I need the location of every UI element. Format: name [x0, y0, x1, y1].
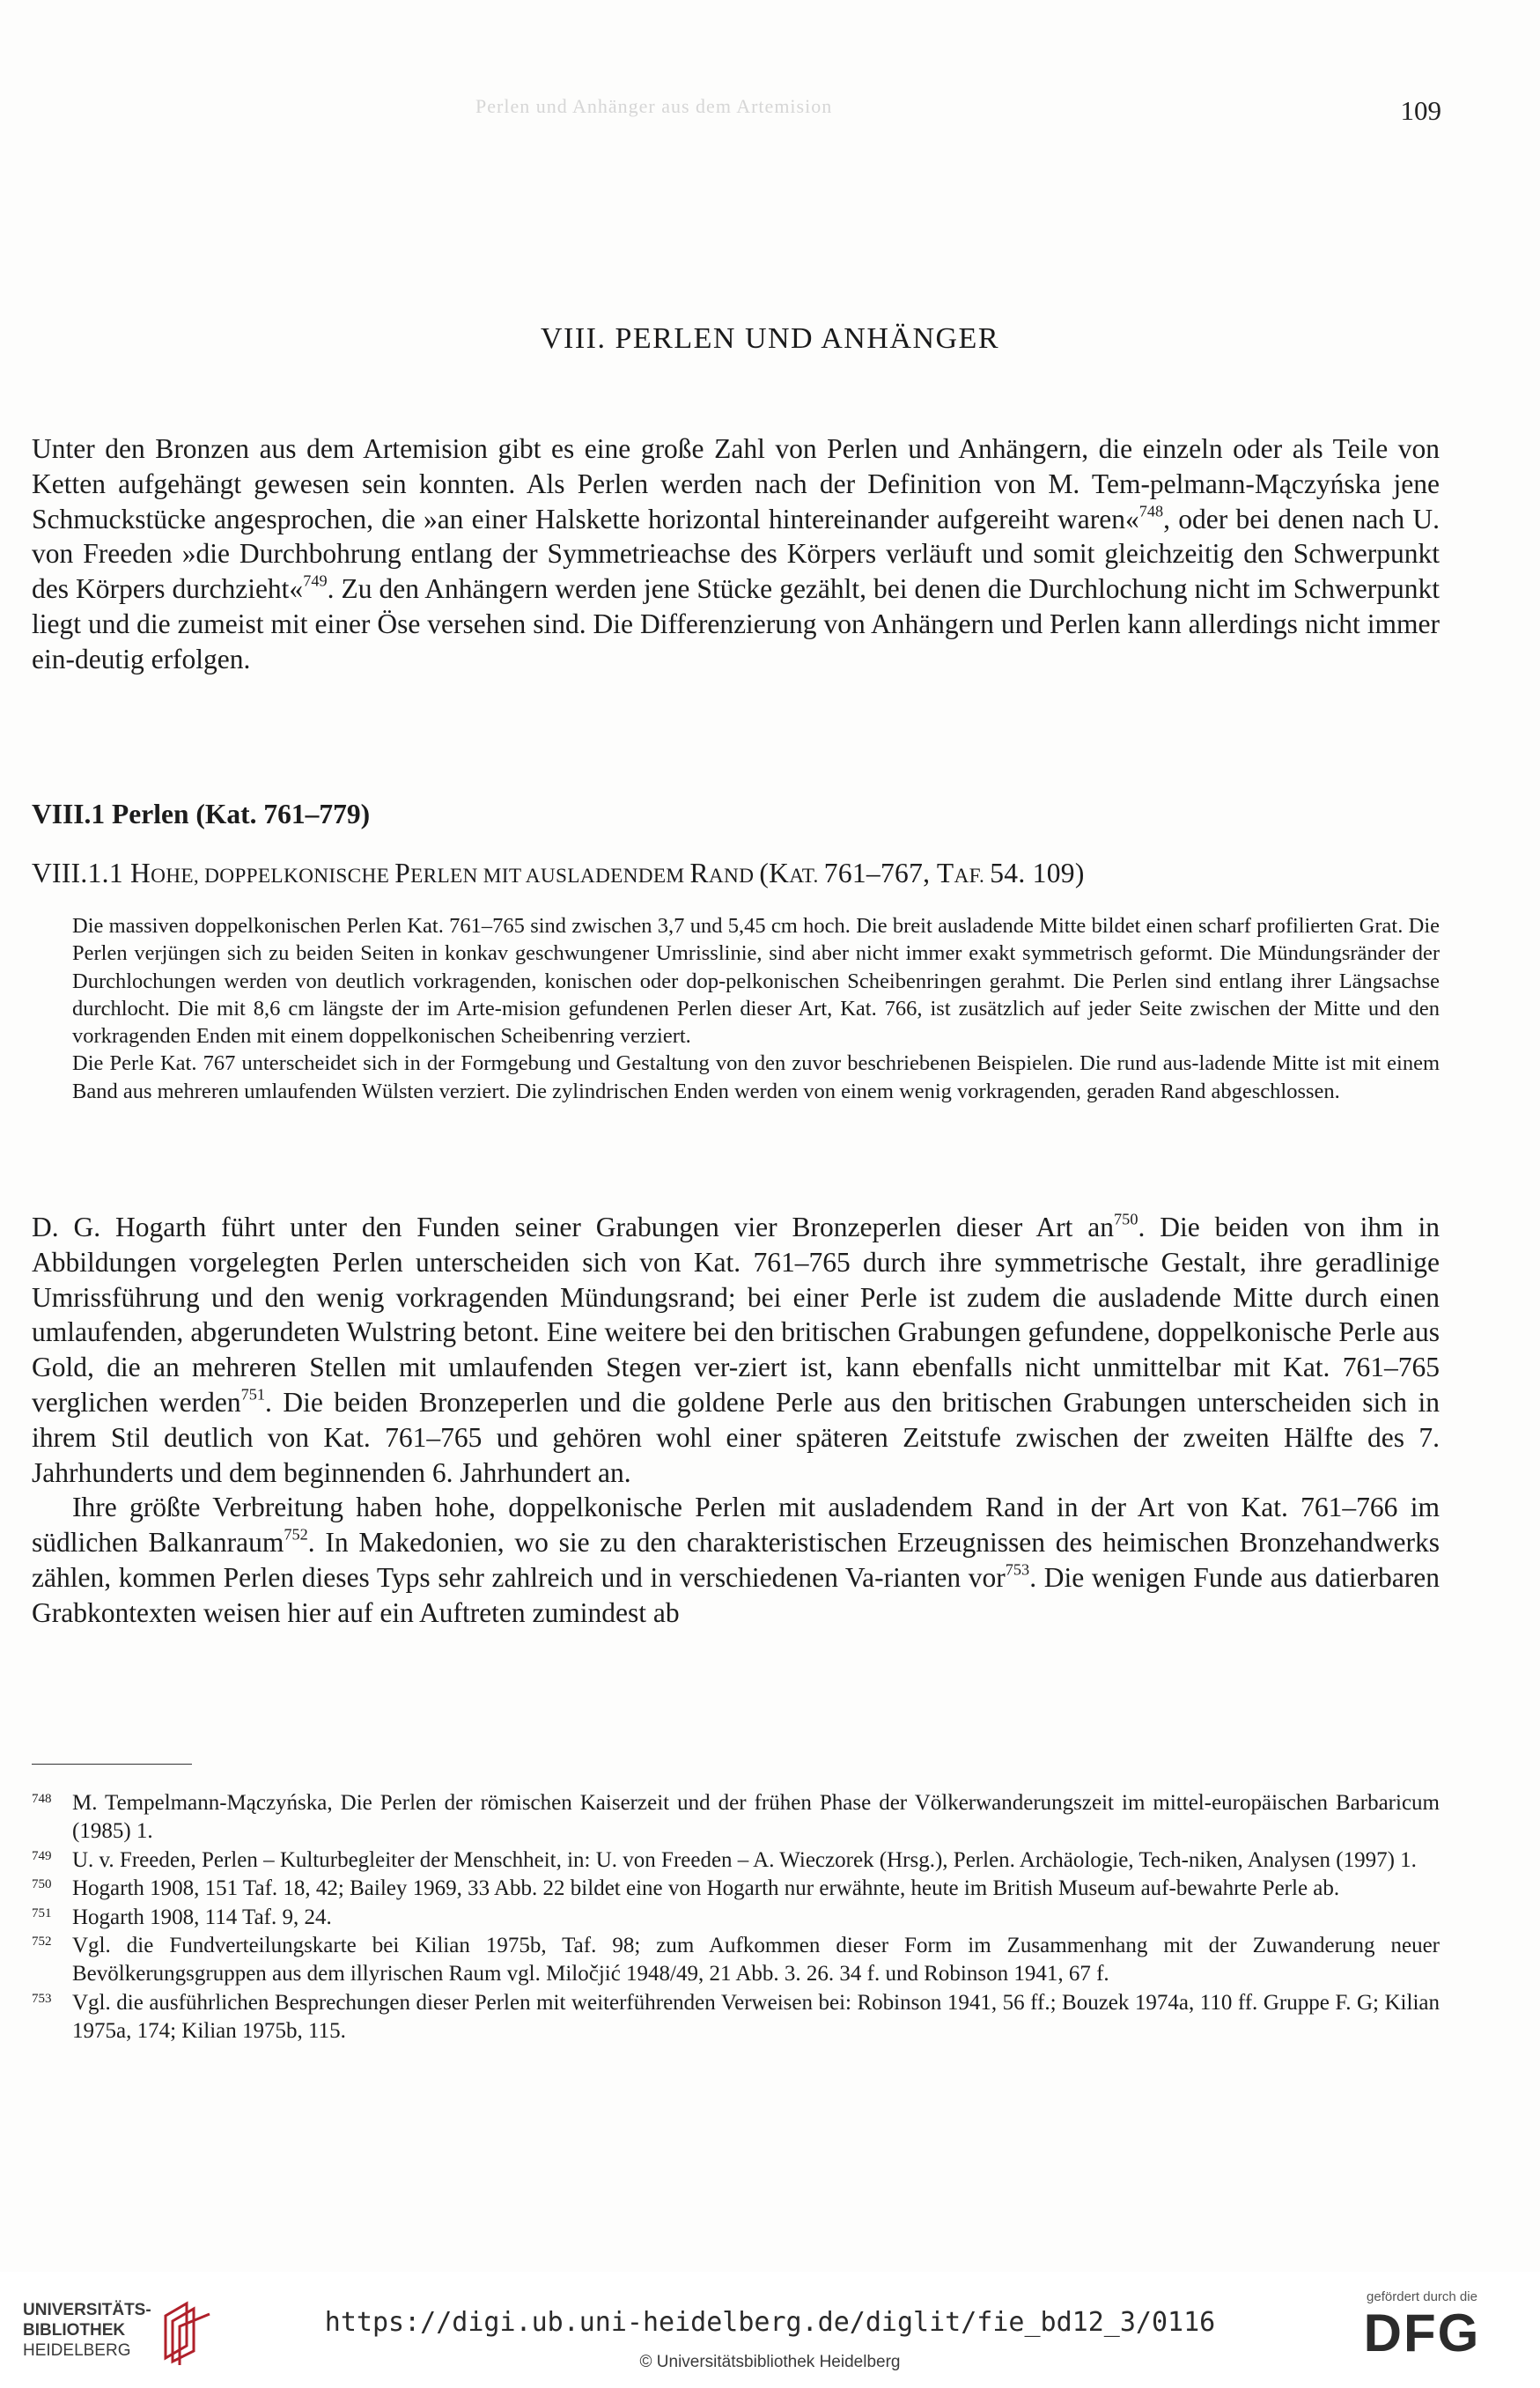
paragraph-text: . In Makedonien, wo sie zu den charakteristischen Erzeugnissen des heimischen Bronzehandwerks zählen, kommen Perlen dieses Typs sehr zahlreich und in verschiedenen Va-rianten vor — [32, 1527, 1440, 1593]
subsection-text: 761–767, T — [823, 858, 954, 888]
footnote — [32, 1789, 1440, 1846]
subsection-text: 54. 109) — [990, 858, 1085, 888]
subsection-text: P — [394, 858, 411, 888]
footnote-text: U. v. Freeden, Perlen – Kulturbegleiter der Menschheit, in: U. von Freeden – A. Wieczorek (Hrsg.), Perlen. Archäologie, Tech-niken, Analysen (1997) 1. — [72, 1847, 1417, 1872]
footnote-text: M. Tempelmann-Mączyńska, Die Perlen der römischen Kaiserzeit und der frühen Phase der Völkerwanderungszeit im mittel-europäischen Barbaricum (1985) 1. — [72, 1791, 1440, 1844]
subsection-heading — [32, 858, 1085, 889]
footnote-ref[interactable]: 750 — [1114, 1210, 1138, 1228]
digitization-footer — [0, 2272, 1540, 2388]
subsection-text: AND — [708, 865, 760, 888]
footnote-number: 751 — [32, 1905, 52, 1920]
bleed-through-running-header: Perlen und Anhänger aus dem Artemision — [475, 95, 833, 117]
intro-paragraph-block — [32, 431, 1440, 677]
footnote-ref[interactable]: 753 — [1005, 1560, 1030, 1579]
footnote-text: Hogarth 1908, 114 Taf. 9, 24. — [72, 1905, 332, 1929]
footnote-number: 748 — [32, 1792, 52, 1806]
intro-paragraph — [32, 431, 1440, 677]
footnote-number: 752 — [32, 1935, 52, 1949]
subsection-text: AT. — [789, 865, 824, 888]
balkan-paragraph — [32, 1490, 1440, 1630]
subsection-text: H — [130, 858, 151, 888]
footnote — [32, 1904, 1440, 1932]
main-text-block — [32, 1210, 1440, 1631]
library-name-line: BIBLIOTHEK — [23, 2321, 126, 2340]
subsection-text: AF. — [954, 865, 991, 888]
paragraph-text: . Die wenigen Funde aus datierbaren Grabkontexten weisen hier auf ein Auftreten zumindest ab — [32, 1561, 1441, 1628]
intro-text-c: . Zu den Anhängern werden jene Stücke gezählt, bei denen die Durchlochung nicht im Schwerpunkt liegt und die zumeist mit einer Öse versehen sind. Die Differenzierung von Anhängern und Perlen kann allerdings nicht immer ein-deutig erfolgen. — [32, 573, 1440, 674]
chapter-title: VIII. PERLEN UND ANHÄNGER — [540, 322, 1000, 355]
catalog-description — [72, 912, 1440, 1105]
footnote-text: Vgl. die Fundverteilungskarte bei Kilian 1975b, Taf. 98; zum Aufkommen dieser Form im Zusammenhang mit der Zuwanderung neuer Bevölkerungsgruppen aus dem illyrischen Raum vgl. Miločjić 1948/49, 21 Abb. 3. 26. 34 f. und Robinson 1941, 67 f. — [72, 1934, 1440, 1986]
footnote-ref[interactable]: 752 — [284, 1525, 308, 1544]
section-heading: VIII.1 Perlen (Kat. 761–779) — [32, 799, 371, 829]
description-paragraph: Die Perle Kat. 767 unterscheidet sich in der Formgebung und Gestaltung von den zuvor beschriebenen Beispielen. Die rund aus-ladende Mitte ist mit einem Band aus mehreren umlaufenden Wülsten verziert. Die zylindrischen Enden werden von einem wenig vorkragenden, geraden Rand abgeschlossen. — [72, 1051, 1440, 1103]
intro-text-b: , oder bei denen nach U. von Freeden »die Durchbohrung entlang der Symmetrieachse des Körpers verläuft und somit gleichzeitig den Schwerpunkt des Körpers durchzieht« — [32, 503, 1440, 605]
footnote — [32, 1846, 1440, 1875]
permalink-url[interactable]: https://digi.ub.uni-heidelberg.de/diglit/fie_bd12_3/0116 — [324, 2307, 1216, 2338]
hogarth-paragraph — [32, 1210, 1440, 1490]
footnote — [32, 1875, 1440, 1903]
subsection-text: ERLEN MIT AUSLADENDEM — [410, 865, 690, 888]
description-paragraph: Die massiven doppelkonischen Perlen Kat. 761–765 sind zwischen 3,7 und 5,45 cm hoch. Die breit ausladende Mitte bildet einen scharf profilierten Grat. Die Perlen verjüngen sich zu beiden Seiten in konkav geschwungener Umrisslinie, sind aber nicht immer exakt symmetrisch geformt. Die Mündungsränder der Durchlochungen werden von deutlich vorkragenden, konischen oder dop-pelkonischen Scheibenringen gerahmt. Die Perlen sind entlang ihrer Längsachse durchlocht. Die mit 8,6 cm längste der im Arte-mision gefundenen Perlen dieser Art, Kat. 766, ist zusätzlich auf jeder Seite zwischen der Mitte und den vorkragenden Enden mit einem doppelkonischen Scheibenring verziert. — [72, 914, 1440, 1049]
footnote-ref[interactable]: 751 — [240, 1385, 265, 1404]
footnote — [32, 1989, 1440, 2046]
footnote-text: Vgl. die ausführlichen Besprechungen dieser Perlen mit weiterführenden Verweisen bei: Robinson 1941, 56 ff.; Bouzek 1974a, 110 ff. Gruppe F. G; Kilian 1975a, 174; Kilian 1975b, 115. — [72, 1990, 1440, 2044]
subsection-text: (K — [759, 858, 790, 888]
paragraph-text: . Die beiden Bronzeperlen und die goldene Perle aus den britischen Grabungen unterscheiden sich in ihrem Stil deutlich von Kat. 761–765 und gehören wohl einer späteren Zeitstufe zwischen der zweiten Hälfte des 7. Jahrhunderts und dem beginnenden 6. Jahrhundert an. — [32, 1386, 1440, 1488]
dfg-funding-logo[interactable] — [1334, 2289, 1510, 2374]
paragraph-text: . Die beiden von ihm in Abbildungen vorgelegten Perlen unterscheiden sich von Kat. 761–765 durch ihre symmetrische Gestalt, ihre geradlinige Umrissführung und den wenig vorkragenden Mündungsrand; bei einer Perle ist zudem die ausladende Mitte durch einen umlaufenden, abgerundeten Wulstring betont. Eine weitere bei den britischen Grabungen gefundene, doppelkonische Perle aus Gold, die an mehreren Stellen mit umlaufenden Stegen ver-ziert ist, kann ebenfalls nicht unmittelbar mit Kat. 761–765 verglichen werden — [32, 1212, 1441, 1418]
subsection-number: VIII.1.1 — [32, 858, 131, 888]
paragraph-text: D. G. Hogarth führt unter den Funden seiner Grabungen vier Bronzeperlen dieser Art an — [32, 1212, 1115, 1242]
library-name-line: UNIVERSITÄTS- — [23, 2301, 151, 2319]
intro-text-a: Unter den Bronzen aus dem Artemision gibt es eine große Zahl von Perlen und Anhängern, die einzeln oder als Teile von Ketten aufgehängt gewesen sein konnten. Als Perlen werden nach der Definition von M. Tem-pelmann-Mączyńska jene Schmuckstücke angesprochen, die »an einer Halskette horizontal hintereinander aufgereiht waren« — [32, 433, 1440, 534]
footnote-number: 753 — [32, 1991, 52, 2006]
copyright-notice: © Universitätsbibliothek Heidelberg — [639, 2353, 901, 2371]
paragraph-text: Ihre größte Verbreitung haben hohe, doppelkonische Perlen mit ausladendem Rand in der Art von Kat. 761–766 im südlichen Balkanraum — [32, 1492, 1440, 1559]
footnote-text: Hogarth 1908, 151 Taf. 18, 42; Bailey 1969, 33 Abb. 22 bildet eine von Hogarth nur erwähnte, heute im British Museum auf-bewahrte Perle ab. — [72, 1876, 1340, 1901]
page-number: 109 — [1400, 95, 1441, 126]
footnote-divider — [32, 1764, 192, 1765]
footnote-ref[interactable]: 749 — [303, 571, 328, 590]
footnote-number: 749 — [32, 1848, 52, 1863]
dfg-funding-note: gefördert durch die — [1367, 2289, 1477, 2304]
footnote — [32, 1932, 1440, 1989]
subsection-text: R — [689, 858, 709, 888]
footnote-ref[interactable]: 748 — [1138, 501, 1164, 520]
library-name-line: HEIDELBERG — [23, 2341, 131, 2360]
dfg-wordmark: DFG — [1363, 2303, 1481, 2362]
subsection-text: OHE, DOPPELKONISCHE — [151, 865, 395, 888]
footnotes — [32, 1789, 1440, 2046]
footnote-number: 750 — [32, 1877, 52, 1892]
